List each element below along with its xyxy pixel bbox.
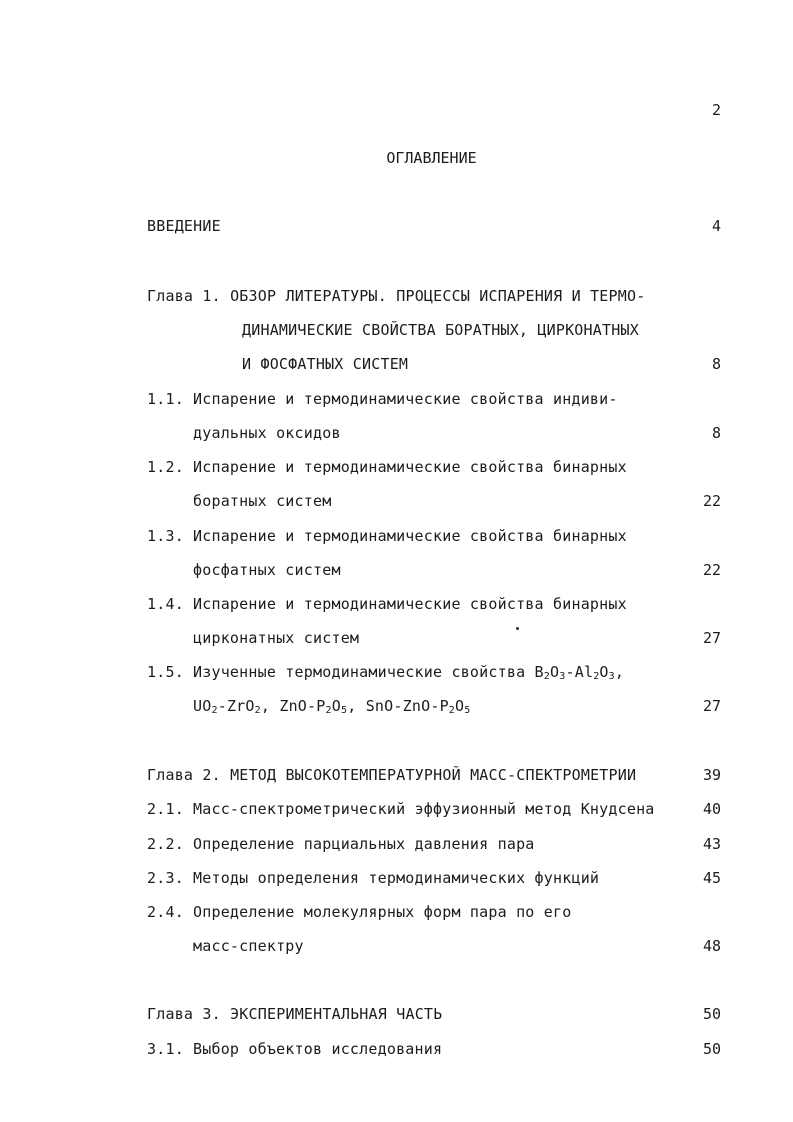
toc-ch1-line2: ДИНАМИЧЕСКИЕ СВОЙСТВА БОРАТНЫХ, ЦИРКОНАТНЫХ xyxy=(242,321,639,339)
toc-s1-3-line1: Испарение и термодинамические свойства бинарных xyxy=(193,527,627,545)
scan-speck xyxy=(516,627,519,630)
toc-s1-1-line2: дуальных оксидов xyxy=(193,424,341,442)
toc-s2-4-page: 48 xyxy=(702,937,721,955)
toc-s1-4-line2: цирконатных систем xyxy=(193,629,360,647)
formula-b2o3: $B_2O_3$ xyxy=(534,663,566,682)
formula-p2o5: $P_2O_5$ xyxy=(316,697,348,716)
toc-s1-5-page: 27 xyxy=(702,697,721,715)
toc-s1-4-line1: Испарение и термодинамические свойства бинарных xyxy=(193,595,627,613)
toc-s2-2-line1: Определение парциальных давления пара xyxy=(193,835,535,853)
toc-ch1-line3: И ФОСФАТНЫХ СИСТЕМ xyxy=(242,355,409,373)
toc-s1-5-num: 1.5. xyxy=(147,663,184,681)
toc-s1-4-page: 27 xyxy=(702,629,721,647)
toc-s1-2-num: 1.2. xyxy=(147,458,184,476)
toc-ch3-page: 50 xyxy=(702,1005,721,1023)
toc-ch2-page: 39 xyxy=(702,766,721,784)
toc-s2-1-num: 2.1. xyxy=(147,800,184,818)
toc-s1-5-line1-prefix: Изученные термодинамические свойства xyxy=(193,663,535,681)
toc-s2-3-page: 45 xyxy=(702,869,721,887)
toc-ch1-line1: Глава 1. ОБЗОР ЛИТЕРАТУРЫ. ПРОЦЕССЫ ИСПАРЕНИЯ И ТЕРМО- xyxy=(147,287,646,305)
toc-s2-3-line1: Методы определения термодинамических функций xyxy=(193,869,600,887)
toc-s1-4-num: 1.4. xyxy=(147,595,184,613)
formula-uo2: $UO_2$ xyxy=(193,697,218,716)
formula-p2o5-2: $P_2O_5$ xyxy=(439,697,471,716)
toc-s1-5-line1: Изученные термодинамические свойства $B_2O_3-Al_2O_3$, xyxy=(193,663,625,682)
formula-zno-2: ZnO xyxy=(402,697,431,715)
toc-s1-2-line1: Испарение и термодинамические свойства бинарных xyxy=(193,458,627,476)
toc-s1-5-line2: $UO_2-ZrO_2$, ZnO-$P_2O_5$, SnO-$ZnO-P_2O_5$ xyxy=(193,697,471,716)
toc-s1-2-line2: боратных систем xyxy=(193,492,332,510)
formula-zro2: ZrO$_2$ xyxy=(226,697,261,716)
toc-s3-1-page: 50 xyxy=(702,1040,721,1058)
formula-al2o3: $Al_2O_3$ xyxy=(574,663,615,682)
toc-s1-1-num: 1.1. xyxy=(147,390,184,408)
formula-sno: SnO xyxy=(365,697,394,715)
toc-s3-1-num: 3.1. xyxy=(147,1040,184,1058)
toc-s2-4-num: 2.4. xyxy=(147,903,184,921)
toc-s1-1-line1: Испарение и термодинамические свойства индиви- xyxy=(193,390,618,408)
formula-zno: ZnO xyxy=(279,697,308,715)
toc-s2-4-line2: масс-спектру xyxy=(193,937,304,955)
toc-s1-2-page: 22 xyxy=(702,492,721,510)
page-number: 2 xyxy=(711,101,721,119)
toc-s2-4-line1: Определение молекулярных форм пара по его xyxy=(193,903,572,921)
toc-ch1-page: 8 xyxy=(711,355,721,373)
toc-s1-3-line2: фосфатных систем xyxy=(193,561,341,579)
toc-s3-1-line1: Выбор объектов исследования xyxy=(193,1040,443,1058)
toc-s1-3-num: 1.3. xyxy=(147,527,184,545)
toc-intro-page: 4 xyxy=(711,217,721,235)
toc-s1-1-page: 8 xyxy=(711,424,721,442)
toc-intro-label: ВВЕДЕНИЕ xyxy=(147,217,221,235)
toc-s2-1-page: 40 xyxy=(702,800,721,818)
toc-s2-1-line1: Масс-спектрометрический эффузионный метод Кнудсена xyxy=(193,800,655,818)
toc-s1-3-page: 22 xyxy=(702,561,721,579)
toc-s2-3-num: 2.3. xyxy=(147,869,184,887)
toc-ch2-line1: Глава 2. МЕТОД ВЫСОКОТЕМПЕРАТУРНОЙ МАСС-СПЕКТРОМЕТРИИ xyxy=(147,766,637,784)
toc-s2-2-num: 2.2. xyxy=(147,835,184,853)
page-title: ОГЛАВЛЕНИЕ xyxy=(386,149,477,167)
toc-ch3-line1: Глава 3. ЭКСПЕРИМЕНТАЛЬНАЯ ЧАСТЬ xyxy=(147,1005,443,1023)
toc-s2-2-page: 43 xyxy=(702,835,721,853)
